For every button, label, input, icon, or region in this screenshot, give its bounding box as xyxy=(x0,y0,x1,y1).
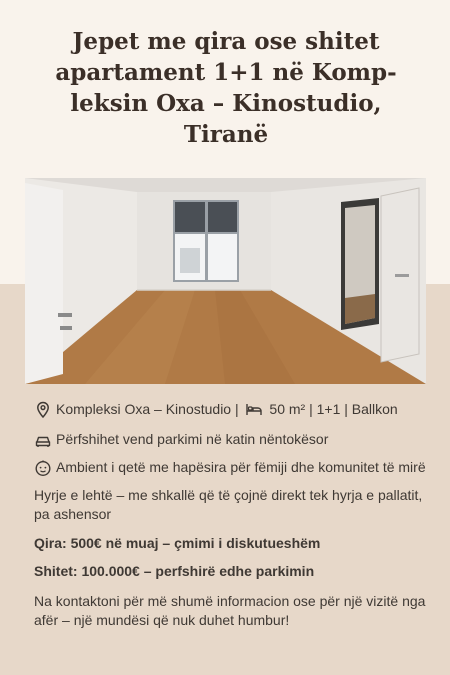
environment-row xyxy=(34,458,434,477)
sale-value: 100.000€ – perfshirë edhe parkimin xyxy=(81,563,315,579)
rent-label: Qira: xyxy=(34,535,67,551)
location-value: Kompleksi Oxa – Kinostudio xyxy=(56,401,232,417)
car-icon xyxy=(34,431,52,449)
sale-label: Shitet: xyxy=(34,563,78,579)
bed-icon xyxy=(245,401,263,417)
environment-text: Ambient i qetë me hapësira për fëmiji dhe komunitet të mirë xyxy=(56,459,426,475)
area-value: 50 m² xyxy=(269,401,306,417)
rooms-value: 1+1 xyxy=(316,401,341,417)
contact-text: Na kontaktoni për më shumë informacion ose për një vizitë nga afër – një mundësi që nuk duhet humbur! xyxy=(34,593,426,628)
apartment-photo xyxy=(25,178,426,384)
parking-text: Përfshihet vend parkimi në katin nëntokësor xyxy=(56,431,329,447)
page-title xyxy=(30,26,422,150)
sale-line xyxy=(34,562,434,581)
location-row xyxy=(34,400,434,419)
rent-value: 500€ në muaj – çmimi i diskutueshëm xyxy=(70,535,321,551)
separator: | xyxy=(234,401,239,417)
separator: | xyxy=(309,401,313,417)
balcony-value: Ballkon xyxy=(351,401,398,417)
location-pin-icon xyxy=(34,401,52,419)
rent-line xyxy=(34,534,434,553)
listing-details xyxy=(34,400,434,630)
parking-row xyxy=(34,430,434,449)
title-text: Jepet me qira ose shitet apartament 1+1 në Komp- leksin Oxa – Kinostudio, Tiranë xyxy=(55,28,397,148)
access-text: Hyrje e lehtë – me shkallë që të çojnë direkt tek hyrja e pallatit, pa ashensor xyxy=(34,487,423,522)
location-text xyxy=(56,400,398,419)
separator: | xyxy=(344,401,348,417)
child-face-icon xyxy=(34,459,52,477)
